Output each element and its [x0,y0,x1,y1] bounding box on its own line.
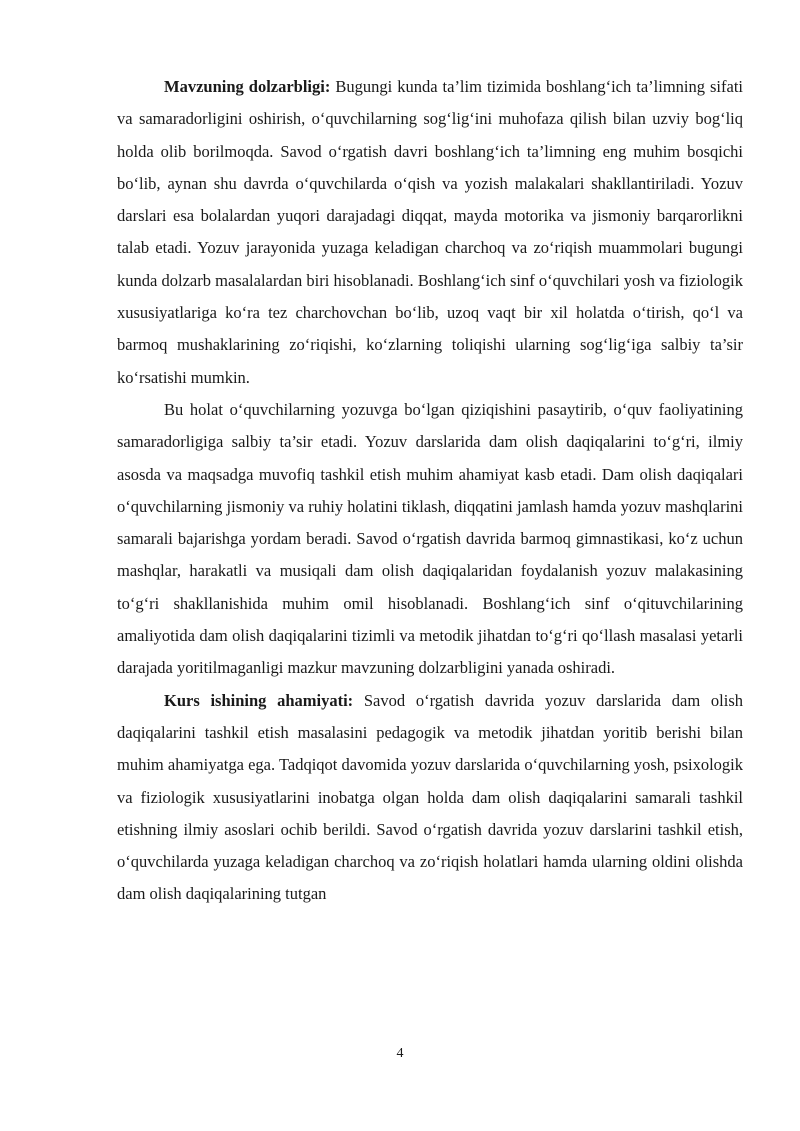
page-number: 4 [396,1046,404,1061]
paragraph-text: Savod o‘rgatish davrida yozuv darslarida dam olish daqiqalarini tashkil etish masalasini pedagogik va metodik jihatdan yoritib berishi bilan muhim ahamiyatga ega. Tadqiqot davomida yozuv darslarida o‘quvchilarning yosh, psixologik va fiziologik xususiyatlarini inobatga olgan holda dam olish daqiqalarini samarali tashkil etishning ilmiy asoslari ochib berildi. Savod o‘rgatish davrida yozuv darslarini tashkil etish, o‘quvchilarda yuzaga keladigan charchoq va zo‘riqish holatlari hamda ularning oldini olishda dam olish daqiqalarining tutgan [117,690,743,904]
paragraph-significance [117,685,743,911]
paragraph-relevance [117,71,743,394]
document-body [117,71,743,911]
paragraph-text: Bugungi kunda ta’lim tizimida boshlang‘ich ta’limning sifati va samaradorligini oshirish, o‘quvchilarning sog‘lig‘ini muhofaza qilish bilan uzviy bog‘liq holda olib borilmoqda. Savod o‘rgatish davri boshlang‘ich ta’limning eng muhim bosqichi bo‘lib, aynan shu davrda o‘quvchilarda o‘qish va yozish malakalari shakllantiriladi. Yozuv darslari esa bolalardan yuqori darajadagi diqqat, mayda motorika va jismoniy barqarorlikni talab etadi. Yozuv jarayonida yuzaga keladigan charchoq va zo‘riqish muammolari bugungi kunda dolzarb masalalardan biri hisoblanadi. Boshlang‘ich sinf o‘quvchilari yosh va fiziologik xususiyatlariga ko‘ra tez charchovchan bo‘lib, uzoq vaqt bir xil holatda o‘tirish, qo‘l va barmoq mushaklarining zo‘riqishi, ko‘zlarning toliqishi ularning sog‘lig‘iga salbiy ta’sir ko‘rsatishi mumkin. [117,77,743,387]
paragraph-text: Bu holat o‘quvchilarning yozuvga bo‘lgan qiziqishini pasaytirib, o‘quv faoliyatining samaradorligiga salbiy ta’sir etadi. Yozuv darslarida dam olish daqiqalarini to‘g‘ri, ilmiy asosda va maqsadga muvofiq tashkil etish muhim ahamiyat kasb etadi. Dam olish daqiqalari o‘quvchilarning jismoniy va ruhiy holatini tiklash, diqqatini jamlash hamda yozuv mashqlarini samarali bajarishga yordam beradi. Savod o‘rgatish davrida barmoq gimnastikasi, ko‘z uchun mashqlar, harakatli va musiqali dam olish daqiqalaridan foydalanish yozuv malakasining to‘g‘ri shakllanishida muhim omil hisoblanadi. Boshlang‘ich sinf o‘qituvchilarining amaliyotida dam olish daqiqalarini tizimli va metodik jihatdan to‘g‘ri qo‘llash masalasi yetarli darajada yoritilmaganligi mazkur mavzuning dolzarbligini yanada oshiradi. [117,399,743,678]
paragraph-continuation [117,394,743,685]
paragraph-heading: Kurs ishining ahamiyati: [164,690,354,710]
paragraph-heading: Mavzuning dolzarbligi: [164,77,336,96]
